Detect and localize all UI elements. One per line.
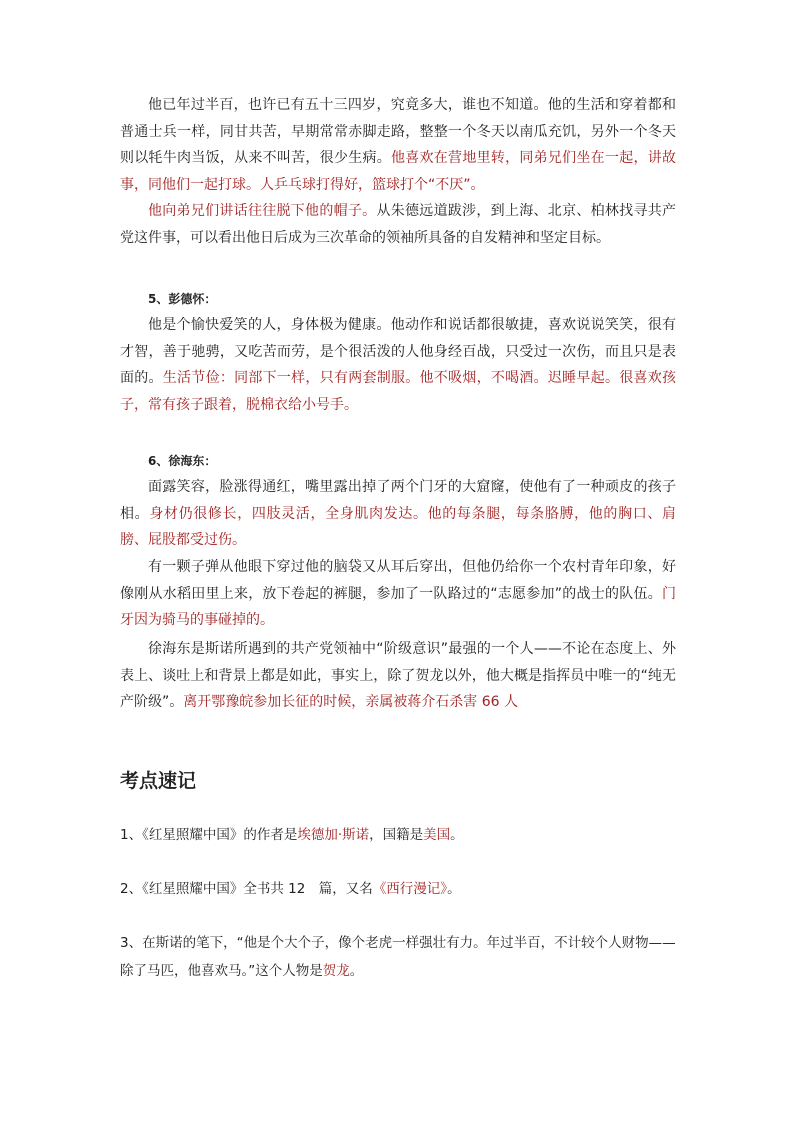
xu-p3-highlight: 离开鄂豫皖参加长征的时候，亲属被蒋介石杀害 66 人 [183, 694, 518, 710]
question-2 [120, 876, 680, 904]
peng-p2-highlight: 生活节俭：同部下一样，只有两套制服。他不吸烟，不喝酒。迟睡早起。很喜欢孩子，常有孩子跟着，脱棉衣给小号手。 [120, 370, 677, 413]
q1-answer-country: 美国 [423, 827, 451, 843]
question-1 [120, 822, 680, 850]
mao-p2-text: 从朱德远道跋涉，到上海、北京、柏林找寻共产党这件事，可以看出他日后成为三次革命的领袖所具备的自发精神和坚定目标。 [120, 203, 677, 246]
q3-text: 3、在斯诺的笔下，“他是个大个子，像个老虎一样强壮有力。年过半百，不计较个人财物——除了马匹，他喜欢马。”这个人物是 [120, 935, 676, 979]
mao-p1-text: 他已年过半百，也许已有五十三四岁，究竟多大，谁也不知道。他的生活和穿着都和普通士兵一样，同甘共苦，早期常常赤脚走路，整整一个冬天以南瓜充饥，另外一个冬天则以牦牛肉当饭，从来不叫苦，很少生病。 [120, 97, 676, 166]
xu-p1-text: 面露笑容，脸涨得通红，嘴里露出掉了两个门牙的大窟窿，使他有了一种顽皮的孩子相。 [120, 479, 676, 522]
xu-p2-highlight: 门牙因为骑马的事碰掉的。 [120, 585, 676, 628]
xu-heading: 6、徐海东： [148, 454, 217, 468]
question-3 [120, 930, 680, 985]
mao-p1-highlight: 他喜欢在营地里转，同弟兄们坐在一起，讲故事，同他们一起打球。人乒乓球打得好，篮球打个“不厌”。 [120, 150, 676, 193]
q1-text: 1、《红星照耀中国》的作者是 [120, 827, 298, 843]
xu-p3-text: 徐海东是斯诺所遇到的共产党领袖中“阶级意识”最强的一个人——不论在态度上、外表上、谈吐上和背景上都是如此，事实上，除了贺龙以外，他大概是指挥员中唯一的“纯无产阶级”。 [120, 641, 676, 710]
q3-answer: 贺龙 [322, 962, 350, 979]
mao-paragraph-2 [120, 198, 676, 251]
q1-answer-author: 埃德加·斯诺 [297, 827, 370, 843]
peng-paragraph-1 [120, 312, 676, 418]
q1-text-3: 。 [450, 827, 464, 843]
xu-paragraph-3 [120, 636, 676, 716]
mao-paragraph-1 [120, 92, 676, 198]
xu-paragraph-1 [120, 474, 676, 554]
section-title: 考点速记 [120, 770, 197, 792]
q2-text-2: 。 [447, 881, 461, 897]
q1-text-2: ，国籍是 [369, 827, 424, 843]
peng-p1-text: 他是个愉快爱笑的人，身体极为健康。他动作和说话都很敏捷，喜欢说说笑笑，很有才智，善于驰骋，又吃苦而劳，是个很活泼的人他身经百战，只受过一次伤，而且只是表面的。 [120, 317, 676, 386]
mao-p2-highlight: 他向弟兄们讲话往往脱下他的帽子。 [148, 203, 377, 219]
peng-heading: 5、彭德怀： [148, 292, 217, 306]
q3-text-2: 。 [349, 962, 364, 979]
xu-p2-text: 有一颗子弹从他眼下穿过他的脑袋又从耳后穿出，但他仍给你一个农村青年印象，好像刚从水稻田里上来，放下卷起的裤腿，参加了一队路过的“志愿参加”的战士的队伍。 [120, 559, 676, 602]
xu-p1-highlight: 身材仍很修长，四肢灵活，全身肌肉发达。他的每条腿，每条胳膊，他的胸口、肩膀、屁股都受过伤。 [120, 505, 677, 548]
q2-text: 2、《红星照耀中国》全书共 12 篇，又名 [120, 881, 373, 897]
q2-answer: 《西行漫记》 [372, 881, 448, 897]
xu-paragraph-2 [120, 554, 676, 634]
